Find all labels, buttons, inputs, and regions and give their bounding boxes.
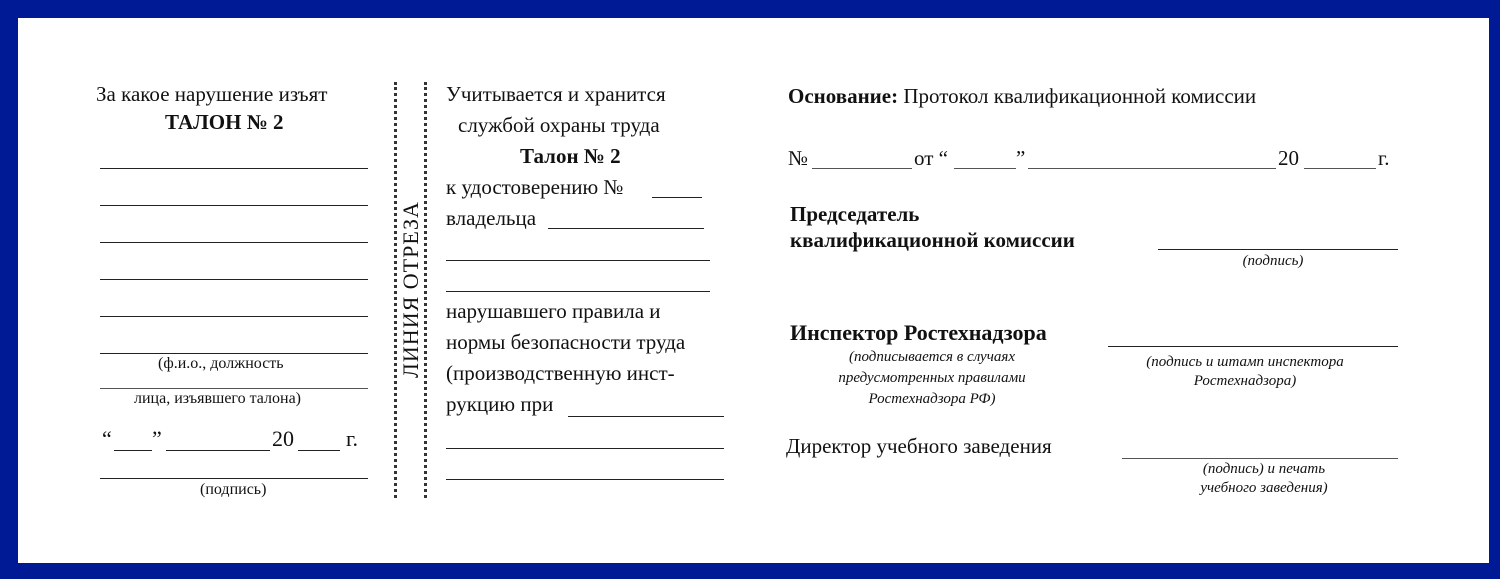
inspector-note-line3: Ростехнадзора РФ)	[868, 391, 996, 407]
left-signature-label: (подпись)	[200, 481, 267, 498]
inspector-note-line2: предусмотренных правилами	[838, 370, 1026, 386]
middle-line2: службой охраны труда	[458, 113, 660, 137]
owner-line-3	[446, 291, 710, 292]
protocol-year-line	[1304, 168, 1376, 169]
middle-line1: Учитывается и хранится	[446, 82, 666, 106]
left-header-title: ТАЛОН № 2	[165, 110, 284, 134]
person-line	[100, 388, 368, 389]
violation-line-1	[100, 168, 368, 169]
left-header-line1: За какое нарушение изъят	[96, 82, 328, 106]
inspector-sig-label-line2: Ростехнадзора)	[1193, 373, 1297, 389]
protocol-close-quote: ”	[1016, 146, 1026, 170]
left-date-year-prefix: 20	[272, 426, 294, 451]
owner-line-2	[446, 260, 710, 261]
instruction-line-3	[446, 479, 724, 480]
instruction-line	[568, 416, 724, 417]
protocol-from: от “	[914, 146, 948, 170]
inspector-sig-label-line1: (подпись и штамп инспектора	[1146, 354, 1344, 370]
violation-line-3	[100, 242, 368, 243]
chairman-line2: квалификационной комиссии	[790, 228, 1075, 252]
protocol-num-line	[812, 168, 912, 169]
left-date-month-line	[166, 450, 270, 451]
basis-row	[788, 84, 1256, 108]
inspector-title: Инспектор Ростехнадзора	[790, 320, 1047, 345]
inspector-signature-line	[1108, 346, 1398, 347]
left-date-year-line	[298, 450, 340, 451]
left-date-day-line	[114, 450, 152, 451]
violated-line3: (производственную инст-	[446, 361, 675, 385]
inspector-note-line1: (подписывается в случаях	[849, 349, 1015, 365]
instruction-line-2	[446, 448, 724, 449]
cut-line-label: ЛИНИЯ ОТРЕЗА	[398, 201, 423, 378]
left-date-close-quote: ”	[152, 426, 162, 451]
left-signature-line	[100, 478, 368, 479]
violation-line-4	[100, 279, 368, 280]
left-date-year-suffix: г.	[346, 426, 359, 451]
chairman-line1: Председатель	[790, 202, 920, 226]
director-signature-line	[1122, 458, 1398, 459]
chairman-signature-label: (подпись)	[1242, 253, 1304, 269]
violated-line1: нарушавшего правила и	[446, 299, 661, 323]
protocol-day-line	[954, 168, 1016, 169]
violation-line-5	[100, 316, 368, 317]
coupon-card	[18, 18, 1489, 563]
left-date-open-quote: “	[102, 426, 112, 451]
protocol-year-suffix: г.	[1378, 146, 1390, 170]
chairman-signature-line	[1158, 249, 1398, 250]
owner-line	[548, 228, 704, 229]
director-sig-label-line1: (подпись) и печать	[1202, 461, 1326, 477]
fio-label: (ф.и.о., должность	[158, 355, 284, 372]
basis-label: Основание:	[788, 84, 899, 108]
owner-label: владельца	[446, 206, 537, 230]
middle-title: Талон № 2	[520, 144, 621, 168]
violated-line2: нормы безопасности труда	[446, 330, 686, 354]
basis-text: Протокол квалификационной комиссии	[898, 84, 1257, 108]
protocol-num-sign: №	[788, 146, 809, 170]
violated-line4: рукцию при	[446, 392, 554, 416]
protocol-month-line	[1028, 168, 1276, 169]
fio-line	[100, 353, 368, 354]
person-label: лица, изъявшего талона)	[134, 390, 301, 407]
director-title: Директор учебного заведения	[786, 434, 1052, 458]
cert-number-line	[652, 197, 702, 198]
violation-line-2	[100, 205, 368, 206]
director-sig-label-line2: учебного заведения)	[1200, 480, 1328, 496]
cert-label: к удостоверению №	[446, 175, 624, 199]
protocol-year-prefix: 20	[1278, 146, 1299, 170]
